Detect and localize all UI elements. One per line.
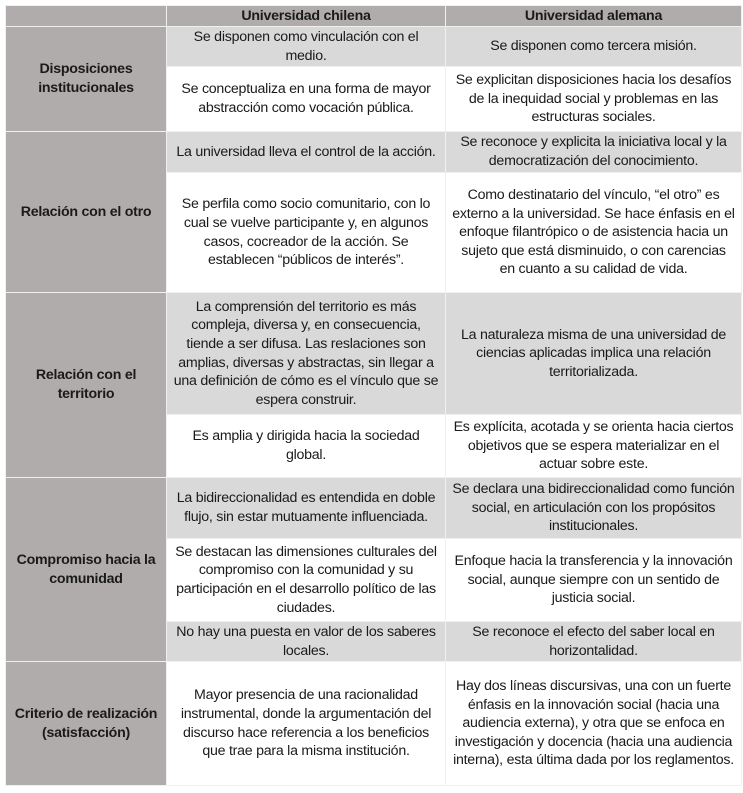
cell-chilena: Se conceptualiza en una forma de mayor abstracción como vocación pública. xyxy=(167,67,446,132)
cell-chilena: La universidad lleva el control de la acción. xyxy=(167,132,446,173)
category-criterio-de-realizacion: Criterio de realización (satisfacción) xyxy=(6,662,167,786)
cell-alemana: Se reconoce el efecto del saber local en horizontalidad. xyxy=(446,622,742,662)
table-row xyxy=(6,293,742,415)
header-corner-cell xyxy=(6,6,167,27)
table-row xyxy=(6,478,742,539)
header-universidad-chilena: Universidad chilena xyxy=(167,6,446,27)
category-relacion-con-el-territorio: Relación con el territorio xyxy=(6,293,167,478)
cell-chilena: Se perfila como socio comunitario, con lo cual se vuelve participante y, en algunos casos, cocreador de la acción. Se establecen “públicos de interés”. xyxy=(167,173,446,293)
cell-chilena: No hay una puesta en valor de los saberes locales. xyxy=(167,622,446,662)
table-row xyxy=(6,27,742,67)
cell-alemana: Se disponen como tercera misión. xyxy=(446,27,742,67)
cell-chilena: La bidireccionalidad es entendida en doble flujo, sin estar mutuamente influenciada. xyxy=(167,478,446,539)
cell-alemana: Se reconoce y explicita la iniciativa local y la democratización del conocimiento. xyxy=(446,132,742,173)
cell-alemana: Es explícita, acotada y se orienta hacia ciertos objetivos que se espera materializar en el actuar sobre este. xyxy=(446,415,742,478)
cell-alemana: Enfoque hacia la transferencia y la innovación social, aunque siempre con un sentido de justicia social. xyxy=(446,539,742,622)
cell-alemana: Se explicitan disposiciones hacia los desafíos de la inequidad social y problemas en las estructuras sociales. xyxy=(446,67,742,132)
cell-alemana: La naturaleza misma de una universidad de ciencias aplicadas implica una relación territorializada. xyxy=(446,293,742,415)
cell-alemana: Hay dos líneas discursivas, una con un fuerte énfasis en la innovación social (hacia una audiencia externa), y otra que se enfoca en investigación y docencia (hacia una audiencia interna), esta última dada por los reglamentos. xyxy=(446,662,742,786)
comparison-table xyxy=(5,5,742,786)
header-universidad-alemana: Universidad alemana xyxy=(446,6,742,27)
cell-chilena: Se destacan las dimensiones culturales del compromiso con la comunidad y su participación en el desarrollo político de las ciudades. xyxy=(167,539,446,622)
cell-chilena: La comprensión del territorio es más compleja, diversa y, en consecuencia, tiende a ser difusa. Las reslaciones son amplias, diversas y abstractas, sin llegar a una definición de cómo es el vínculo que se espera construir. xyxy=(167,293,446,415)
table-row xyxy=(6,662,742,786)
category-relacion-con-el-otro: Relación con el otro xyxy=(6,132,167,293)
cell-alemana: Se declara una bidireccionalidad como función social, en articulación con los propósitos institucionales. xyxy=(446,478,742,539)
cell-chilena: Es amplia y dirigida hacia la sociedad global. xyxy=(167,415,446,478)
cell-chilena: Se disponen como vinculación con el medio. xyxy=(167,27,446,67)
cell-chilena: Mayor presencia de una racionalidad instrumental, donde la argumentación del discurso hace referencia a los beneficios que trae para la misma institución. xyxy=(167,662,446,786)
category-disposiciones-institucionales: Disposiciones institucionales xyxy=(6,27,167,132)
cell-alemana: Como destinatario del vínculo, “el otro” es externo a la universidad. Se hace énfasis en el enfoque filantrópico o de asistencia hacia un sujeto que está disminuido, o con carencias en cuanto a su calidad de vida. xyxy=(446,173,742,293)
table-row xyxy=(6,132,742,173)
header-row xyxy=(6,6,742,27)
category-compromiso-hacia-la-comunidad: Compromiso hacia la comunidad xyxy=(6,478,167,662)
